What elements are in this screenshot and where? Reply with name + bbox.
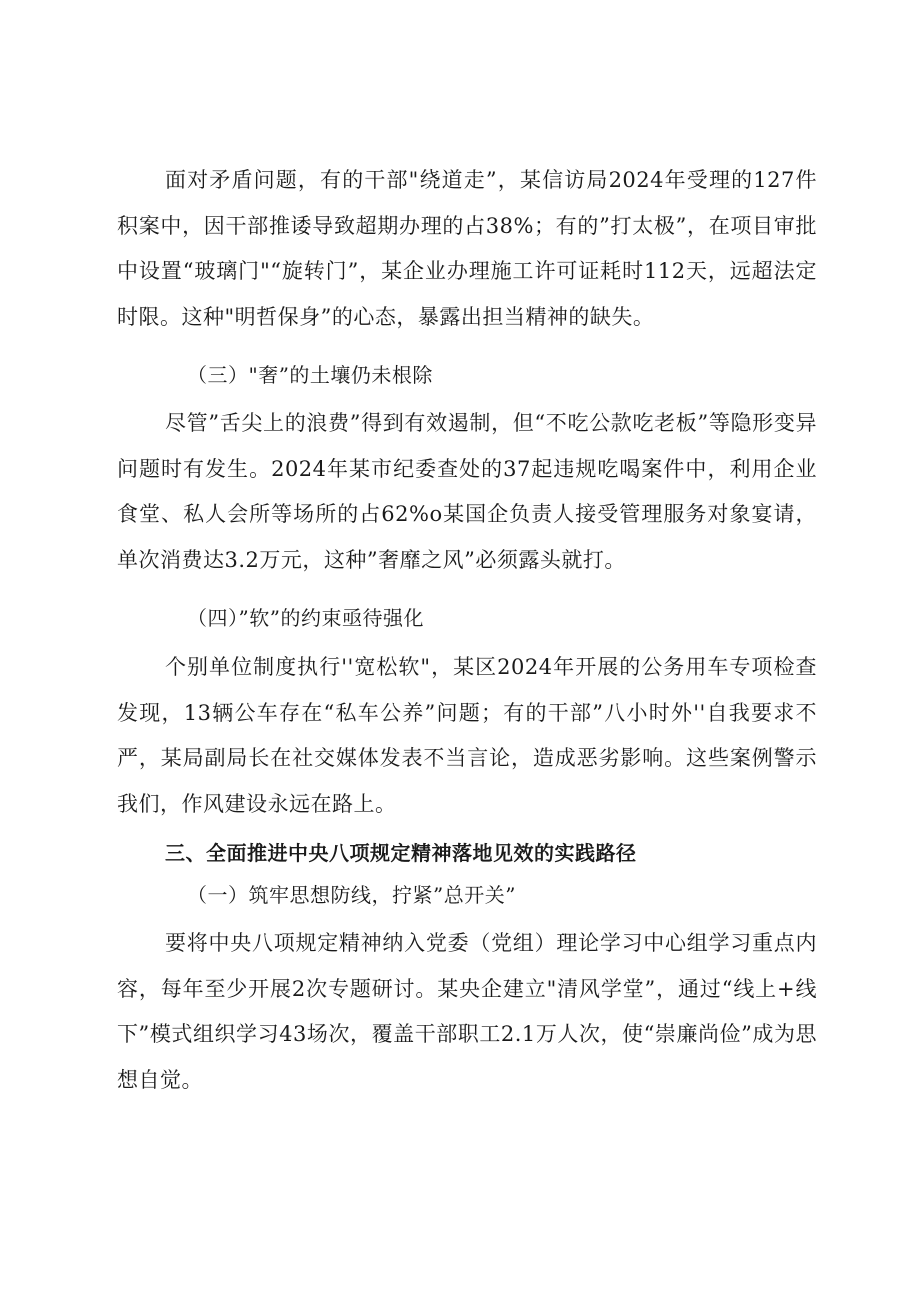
subheading-soft-constraints: （四）”软”的约束亟待强化 [187, 606, 424, 630]
body-paragraph-evasion: 面对矛盾问题，有的干部"绕道走”，某信访局2024年受理的127件积案中，因干部推诿导致超期办理的占38%；有的”打太极”，在项目审批中设置“玻璃门"“旋转门”，某企业办理施工许可证耗时112天，远超法定时限。这种"明哲保身”的心态，暴露出担当精神的缺失。 [117, 168, 817, 329]
body-paragraph-soft-constraints: 个别单位制度执行''宽松软"，某区2024年开展的公务用车专项检查发现，13辆公车存在“私车公养”问题；有的干部”八小时外''自我要求不严，某局副局长在社交媒体发表不当言论，造成恶劣影响。这些案例警示我们，作风建设永远在路上。 [117, 655, 817, 816]
body-paragraph-ideological-defense: 要将中央八项规定精神纳入党委（党组）理论学习中心组学习重点内容，每年至少开展2次专题研讨。某央企建立"清风学堂”，通过“线上+线下”模式组织学习43场次，覆盖干部职工2.1万人次，使“崇廉尚俭”成为思想自觉。 [117, 931, 817, 1092]
subheading-ideological-defense: （一）筑牢思想防线，拧紧”总开关” [187, 883, 516, 907]
body-paragraph-extravagance: 尽管”舌尖上的浪费”得到有效遏制，但“不吃公款吃老板”等隐形变异问题时有发生。2024年某市纪委查处的37起违规吃喝案件中，利用企业食堂、私人会所等场所的占62%o某国企负责人接受管理服务对象宴请，单次消费达3.2万元，这种”奢靡之风”必须露头就打。 [117, 411, 817, 572]
section-heading-practice-path: 三、全面推进中央八项规定精神落地见效的实践路径 [165, 841, 637, 865]
subheading-extravagance: （三）"奢”的土壤仍未根除 [187, 363, 433, 387]
